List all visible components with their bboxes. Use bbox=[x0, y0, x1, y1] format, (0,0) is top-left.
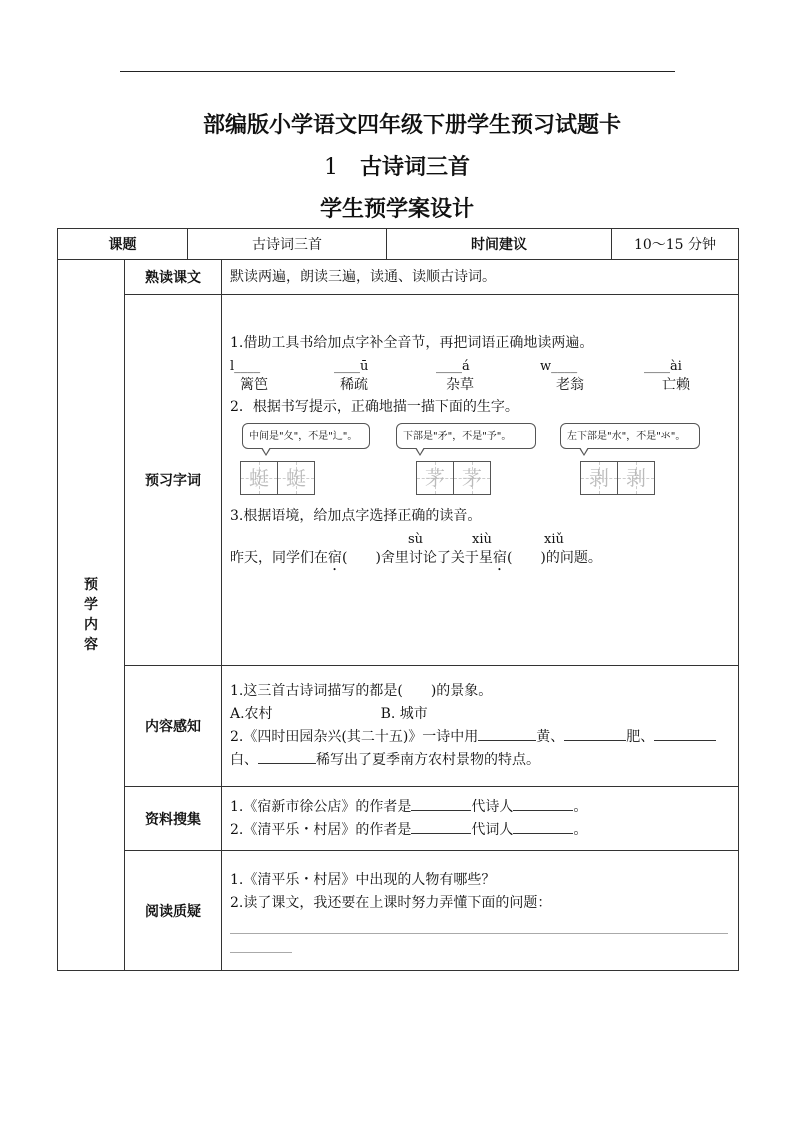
answer-line[interactable] bbox=[230, 915, 728, 934]
hint-bubble: 中间是"夂"，不是"辶"。 bbox=[242, 423, 370, 449]
reading-option: xiǔ bbox=[544, 532, 564, 547]
topic-label: 课题 bbox=[58, 229, 188, 260]
page-title: 部编版小学语文四年级下册学生预习试题卡 bbox=[202, 113, 621, 138]
dotted-char: 宿 bbox=[328, 550, 342, 566]
research-line-2: 2.《清平乐・村居》的作者是 代词人 。 bbox=[230, 819, 738, 842]
info-row bbox=[58, 229, 739, 260]
answer-blank[interactable] bbox=[411, 796, 471, 811]
vocab-row bbox=[58, 295, 739, 666]
worksheet-table bbox=[57, 228, 739, 971]
content-label: 内容感知 bbox=[125, 666, 222, 787]
lesson-heading bbox=[0, 150, 794, 181]
section-title: 学生预学案设计 bbox=[319, 197, 474, 222]
option-a: A.农村 bbox=[230, 706, 273, 722]
tracing-grid bbox=[580, 461, 654, 495]
answer-blank[interactable] bbox=[513, 819, 573, 834]
content-q1: 1.这三首古诗词描写的都是( )的景象。 bbox=[230, 683, 493, 699]
reading-option: xiù bbox=[472, 532, 492, 547]
pinyin-blank: ____ài bbox=[644, 359, 682, 374]
vocab-word: 老翁 bbox=[556, 377, 584, 393]
answer-blank[interactable] bbox=[654, 726, 716, 741]
reading-row bbox=[58, 260, 739, 295]
vocab-word: 杂草 bbox=[446, 377, 474, 393]
time-label: 时间建议 bbox=[387, 229, 612, 260]
answer-blank[interactable] bbox=[513, 796, 573, 811]
dotted-char: 宿 bbox=[492, 550, 507, 566]
content-q2: 2.《四时田园杂兴(其二十五)》一诗中用 黄、 肥、 bbox=[230, 726, 738, 749]
research-row bbox=[58, 787, 739, 851]
tracing-grid bbox=[240, 461, 314, 495]
hint-bubble: 下部是"矛"，不是"予"。 bbox=[396, 423, 536, 449]
vocab-label: 预习字词 bbox=[125, 295, 222, 666]
reading-text: 默读两遍，朗读三遍，读通、读顺古诗词。 bbox=[222, 260, 739, 295]
pinyin-blank: l____ bbox=[230, 359, 261, 374]
reading-option: sù bbox=[408, 532, 424, 547]
reading-options bbox=[230, 528, 738, 547]
tracing-cell[interactable]: 剥 bbox=[580, 461, 618, 495]
top-rule bbox=[120, 71, 675, 72]
time-value: 10～15 分钟 bbox=[612, 229, 739, 260]
questions-label: 阅读质疑 bbox=[125, 851, 222, 971]
tracing-cell[interactable]: 茅 bbox=[453, 461, 491, 495]
tracing-grid bbox=[416, 461, 490, 495]
research-label: 资料搜集 bbox=[125, 787, 222, 851]
vocab-word: 亡赖 bbox=[662, 377, 690, 393]
vocab-content bbox=[222, 295, 739, 666]
vocab-q3-sentence: 昨天，同学们在宿( )舍里讨论了关于星宿( )的问题。 bbox=[230, 550, 602, 566]
tracing-cell[interactable]: 蜓 bbox=[277, 461, 315, 495]
tracing-area bbox=[230, 419, 738, 505]
vocab-word: 篱笆 bbox=[240, 377, 268, 393]
vocab-q3: 3.根据语境，给加点字选择正确的读音。 bbox=[230, 508, 482, 524]
answer-blank[interactable] bbox=[411, 819, 471, 834]
topic-value: 古诗词三首 bbox=[188, 229, 387, 260]
content-row bbox=[58, 666, 739, 787]
reading-label: 熟读课文 bbox=[125, 260, 222, 295]
answer-line[interactable] bbox=[230, 934, 292, 953]
questions-content bbox=[222, 851, 739, 971]
hint-bubble: 左下部是"水"，不是"氺"。 bbox=[560, 423, 700, 449]
lesson-title: 古诗词三首 bbox=[359, 155, 470, 180]
answer-blank[interactable] bbox=[478, 726, 536, 741]
tracing-cell[interactable]: 茅 bbox=[416, 461, 454, 495]
answer-blank[interactable] bbox=[564, 726, 626, 741]
tracing-cell[interactable]: 蜓 bbox=[240, 461, 278, 495]
word-row bbox=[230, 374, 738, 396]
pinyin-row bbox=[230, 355, 738, 374]
answer-blank[interactable] bbox=[258, 749, 316, 764]
pinyin-blank: ____ū bbox=[334, 359, 369, 374]
content-options bbox=[230, 703, 738, 726]
vocab-q2: 2．根据书写提示，正确地描一描下面的生字。 bbox=[230, 399, 519, 415]
content-content bbox=[222, 666, 739, 787]
content-q2-cont: 白、 稀写出了夏季南方农村景物的特点。 bbox=[230, 749, 738, 772]
side-label: 预 学 内 容 bbox=[58, 260, 125, 971]
questions-row bbox=[58, 851, 739, 971]
pinyin-blank: w____ bbox=[540, 359, 578, 374]
questions-q1: 1.《清平乐・村居》中出现的人物有哪些？ bbox=[230, 871, 496, 888]
questions-q2: 2.读了课文，我还要在上课时努力弄懂下面的问题： bbox=[230, 894, 552, 911]
option-b: B. 城市 bbox=[380, 706, 428, 722]
lesson-number: 1 bbox=[323, 155, 338, 180]
pinyin-blank: ____á bbox=[436, 359, 470, 374]
vocab-word: 稀疏 bbox=[340, 377, 368, 393]
vocab-q1: 1.借助工具书给加点字补全音节，再把词语正确地读两遍。 bbox=[230, 335, 594, 351]
research-line-1: 1.《宿新市徐公店》的作者是 代诗人 。 bbox=[230, 796, 738, 819]
tracing-cell[interactable]: 剥 bbox=[617, 461, 655, 495]
research-content bbox=[222, 787, 739, 851]
